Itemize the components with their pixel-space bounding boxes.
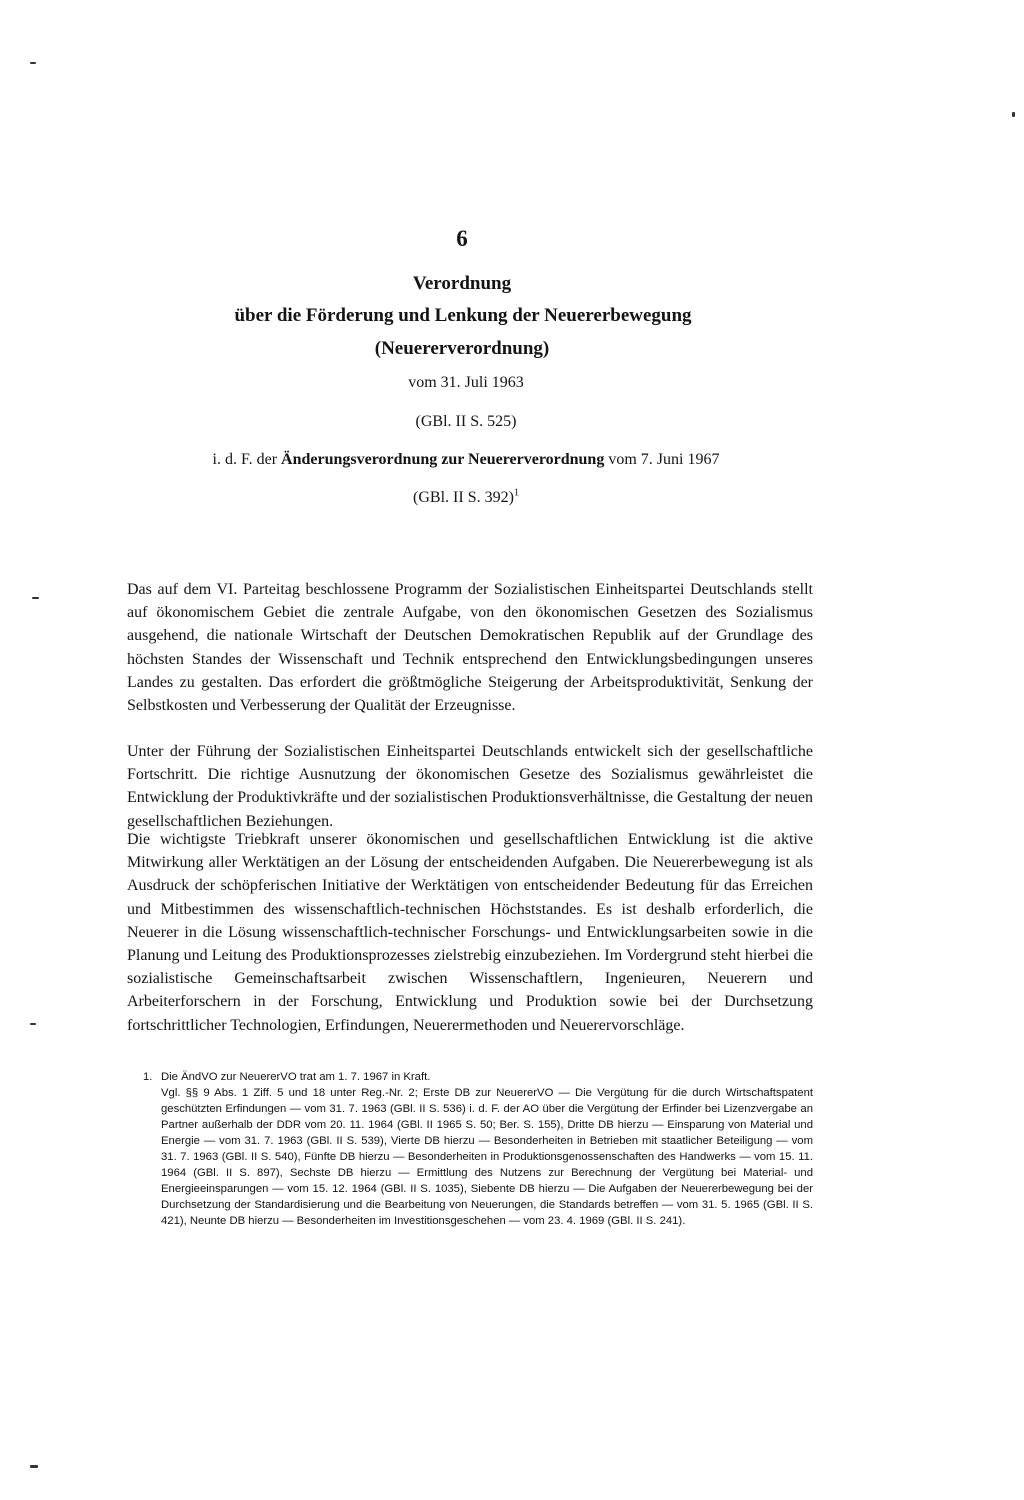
paragraph-text: Unter der Führung der Sozialistischen Einheitspartei Deutschlands entwickelt sich der gesellschaftliche Fortschritt. Die richtige Ausnutzung der ökonomischen Gesetze des Sozialismus gewährleistet die Entwicklung der Produktivkräfte und der sozialistischen Produktionsverhältnisse, die Gestaltung der neuen gesellschaftlichen Beziehungen. <box>127 743 813 830</box>
scan-speck <box>30 1465 38 1468</box>
footnote-text <box>161 1069 813 1229</box>
preamble-paragraph-3 <box>127 828 813 1037</box>
document-title-line-3: (Neuererverordnung) <box>374 338 550 359</box>
paragraph-text: Die wichtigste Triebkraft unserer ökonomischen und gesellschaftlichen Entwicklung ist die aktive Mitwirkung aller Werktätigen an der Lösung der entscheidenden Aufgaben. Die Neuererbewegung ist als Ausdruck der schöpferischen Initiative der Werktätigen von entscheidender Bedeutung für das Erreichen und Mitbestimmen des wissenschaftlich-technischen Höchststandes. Es ist deshalb erforderlich, die Neuerer in die Lösung wissenschaftlich-technischer Forschungs- und Entwicklungsarbeiten sowie in die Planung und Leitung des Produktionsprozesses zielstrebig einzubeziehen. Im Vordergrund steht hierbei die sozialistische Gemeinschaftsarbeit zwischen Wissenschaftlern, Ingenieuren, Neuerern und Arbeiterforschern in der Forschung, Entwicklung und Produktion sowie bei der Durchsetzung fortschrittlicher Technologien, Erfindungen, Neuerermethoden und Neuerervorschläge. <box>127 831 813 1034</box>
issue-date: vom 31. Juli 1963 <box>408 374 524 391</box>
document-title-line-2: über die Förderung und Lenkung der Neuererbewegung <box>234 305 692 326</box>
document-title-line-1: Verordnung <box>412 273 512 294</box>
scan-speck <box>1012 112 1015 117</box>
scan-speck <box>30 62 36 64</box>
amendment-gazette-reference <box>360 487 572 509</box>
footnote-body: Vgl. §§ 9 Abs. 1 Ziff. 5 und 18 unter Reg.-Nr. 2; Erste DB zur NeuererVO — Die Vergütung für die durch Wirtschaftspatent geschützten Erfindungen — vom 31. 7. 1963 (GBl. II S. 536) i. d. F. der AO über die Vergütung der Erfinder bei Lizenzvergabe an Partner außerhalb der DDR vom 20. 11. 1964 (GBl. II 1965 S. 50; Ber. S. 155), Dritte DB hierzu — Einsparung von Material und Energie — vom 31. 7. 1963 (GBl. II S. 539), Vierte DB hierzu — Besonderheiten in Betrieben mit staatlicher Beteiligung — vom 31. 7. 1963 (GBl. II S. 540), Fünfte DB hierzu — Besonderheiten in Produktionsgenossenschaften des Handwerks — vom 15. 11. 1964 (GBl. II S. 897), Sechste DB hierzu — Ermittlung des Nutzens zur Berechnung der Vergütung bei Material- und Energieeinsparungen — vom 15. 12. 1964 (GBl. II S. 1035), Siebente DB hierzu — Die Aufgaben der Neuererbewegung bei der Durchsetzung der Standardisierung und die Bearbeitung von Neuerungen, die Standards betreffen — vom 31. 5. 1965 (GBl. II S. 421), Neunte DB hierzu — Besonderheiten im Investitionsgeschehen — vom 23. 4. 1969 (GBl. II S. 241). <box>161 1087 813 1227</box>
amendment-suffix: vom 7. Juni 1967 <box>604 451 720 468</box>
amendment-prefix: i. d. F. der <box>212 451 282 468</box>
paragraph-text: Das auf dem VI. Parteitag beschlossene Programm der Sozialistischen Einheitspartei Deutschlands stellt auf ökonomischem Gebiet die zentrale Aufgabe, von den ökonomischen Gesetzen des Sozialismus ausgehend, die nationale Wirtschaft der Deutschen Demokratischen Republik auf der Grundlage des höchsten Standes der Wissenschaft und Technik entsprechend den Entwicklungsbedingungen unseres Landes zu gestalten. Das erfordert die größtmögliche Steigerung der Arbeitsproduktivität, Senkung der Selbstkosten und Verbesserung der Qualität der Erzeugnisse. <box>127 581 813 715</box>
footnotes <box>127 1069 813 1229</box>
amendment-title: Änderungsverordnung zur Neuererverordnung <box>281 451 605 468</box>
gazette-reference: (GBl. II S. 525) <box>415 413 517 430</box>
footnote-mark: 1 <box>513 487 519 499</box>
section-number: 6 <box>456 226 468 251</box>
preamble-paragraph-2 <box>127 740 813 833</box>
preamble-paragraph-1 <box>127 578 813 717</box>
scan-speck <box>32 597 39 599</box>
amendment-line <box>164 449 768 471</box>
footnote-first-line: Die ÄndVO zur NeuererVO trat am 1. 7. 1967 in Kraft. <box>161 1071 431 1083</box>
footnote-number: 1. <box>143 1071 153 1083</box>
scan-speck <box>30 1023 36 1025</box>
amendment-gazette: (GBl. II S. 392) <box>413 489 514 506</box>
